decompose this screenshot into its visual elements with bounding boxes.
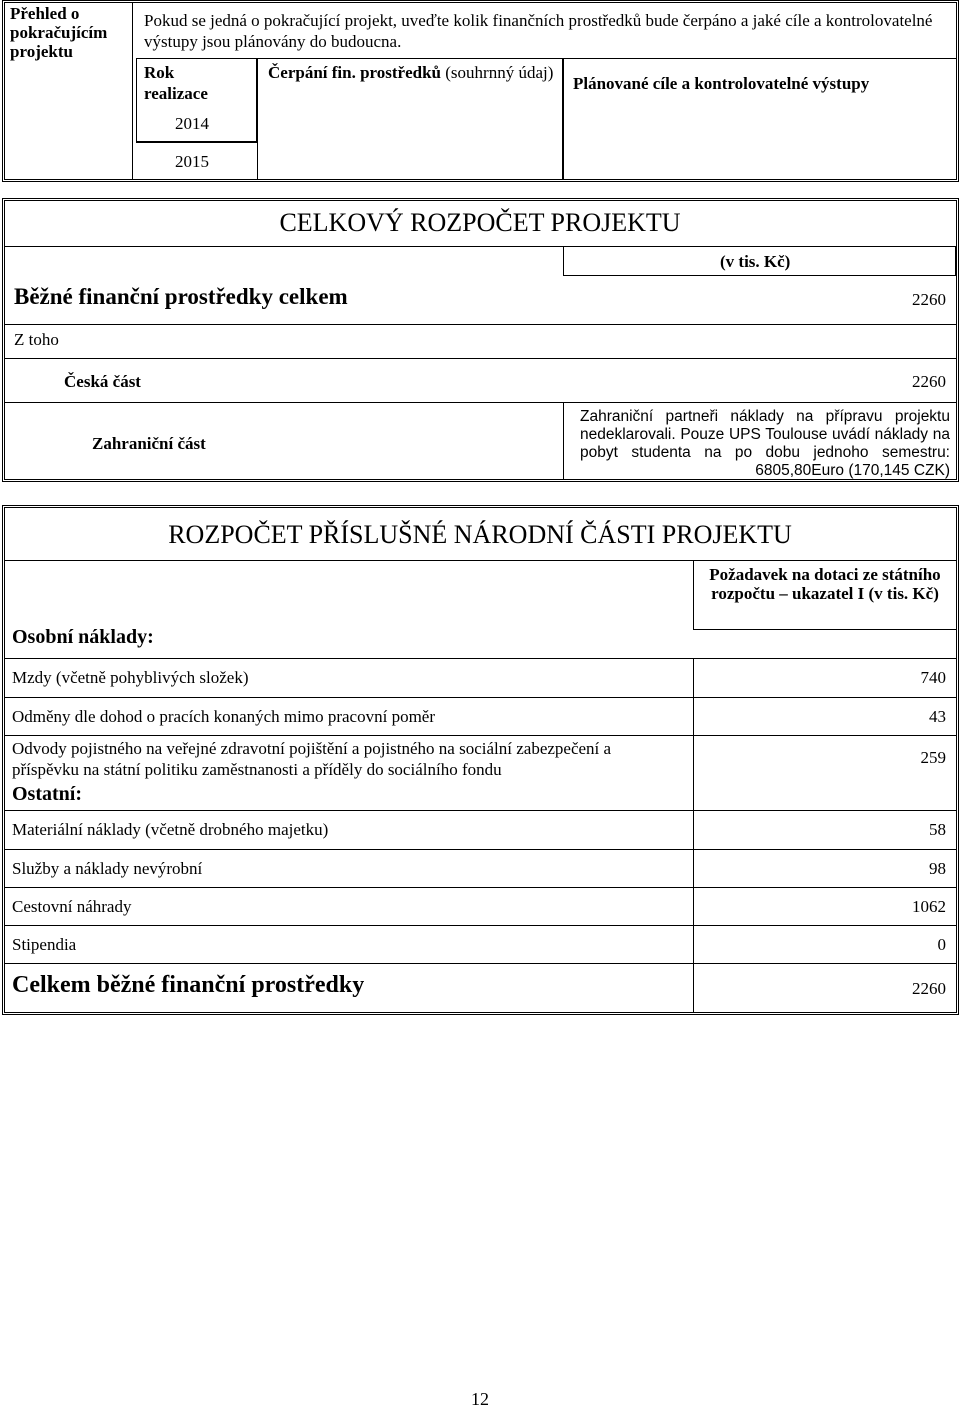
page-number: 12 [471,1389,489,1409]
year-2014: 2014 [175,114,209,133]
row-value-travel: 1062 [912,897,946,916]
request-header: Požadavek na dotaci ze státního rozpočtu – ukazatel I (v tis. Kč) [709,565,941,603]
row-value-stipends: 0 [937,935,946,954]
row-value-agreements: 43 [929,707,946,726]
czech-part-value: 2260 [912,372,946,391]
row-value-material: 58 [929,820,946,839]
overview-instruction: Pokud se jedná o pokračující projekt, uveďte kolik finančních prostředků bude čerpáno a jaké cíle a kontrolovatelné výstupy jsou plánovány do budoucna. [144,11,933,51]
row-value-services: 98 [929,859,946,878]
funds-header: Čerpání fin. prostředků (souhrnný údaj) [268,63,554,82]
row-label-insurance: Odvody pojistného na veřejné zdravotní pojištění a pojistného na sociální zabezpečení a příspěvku na státní politiku zaměstnanosti a příděly do sociálního fondu [12,739,612,779]
row-label-agreements: Odměny dle dohod o pracích konaných mimo pracovní poměr [12,707,435,726]
total-budget-title: CELKOVÝ ROZPOČET PROJEKTU [279,208,681,237]
of-which-label: Z toho [14,330,59,349]
row-label-material: Materiální náklady (včetně drobného majetku) [12,820,329,839]
czech-part-label: Česká část [64,372,141,391]
total-label: Celkem běžné finanční prostředky [12,972,365,998]
foreign-part-label: Zahraniční část [92,434,206,453]
divider [132,2,133,180]
row-value-insurance: 259 [920,748,946,767]
personal-costs-label: Osobní náklady: [12,626,154,648]
unit-label: (v tis. Kč) [720,252,791,271]
other-label: Ostatní: [12,783,82,805]
year-2015: 2015 [175,152,209,171]
row-label-travel: Cestovní náhrady [12,897,132,916]
overview-label: Přehled o pokračujícím projektu [10,4,108,61]
goals-header: Plánované cíle a kontrolovatelné výstupy [573,74,870,93]
row-label-wages: Mzdy (včetně pohyblivých složek) [12,668,249,687]
row-label-services: Služby a náklady nevýrobní [12,859,203,878]
national-budget-title: ROZPOČET PŘÍSLUŠNÉ NÁRODNÍ ČÁSTI PROJEKTU [168,520,792,549]
total-value: 2260 [912,979,946,998]
row-value-wages: 740 [920,668,946,687]
year-header: Rok realizace [144,63,208,103]
row-label-stipends: Stipendia [12,935,77,954]
row-divider [136,142,257,143]
running-funds-label: Běžné finanční prostředky celkem [14,284,348,309]
foreign-part-note: Zahraniční partneři náklady na přípravu projektu nedeklarovali. Pouze UPS Toulouse uvádí náklady na pobyt studenta na po dobu jednoho semestru: 6805,80Euro (170,145 CZK) [580,408,950,479]
running-funds-value: 2260 [912,290,946,309]
